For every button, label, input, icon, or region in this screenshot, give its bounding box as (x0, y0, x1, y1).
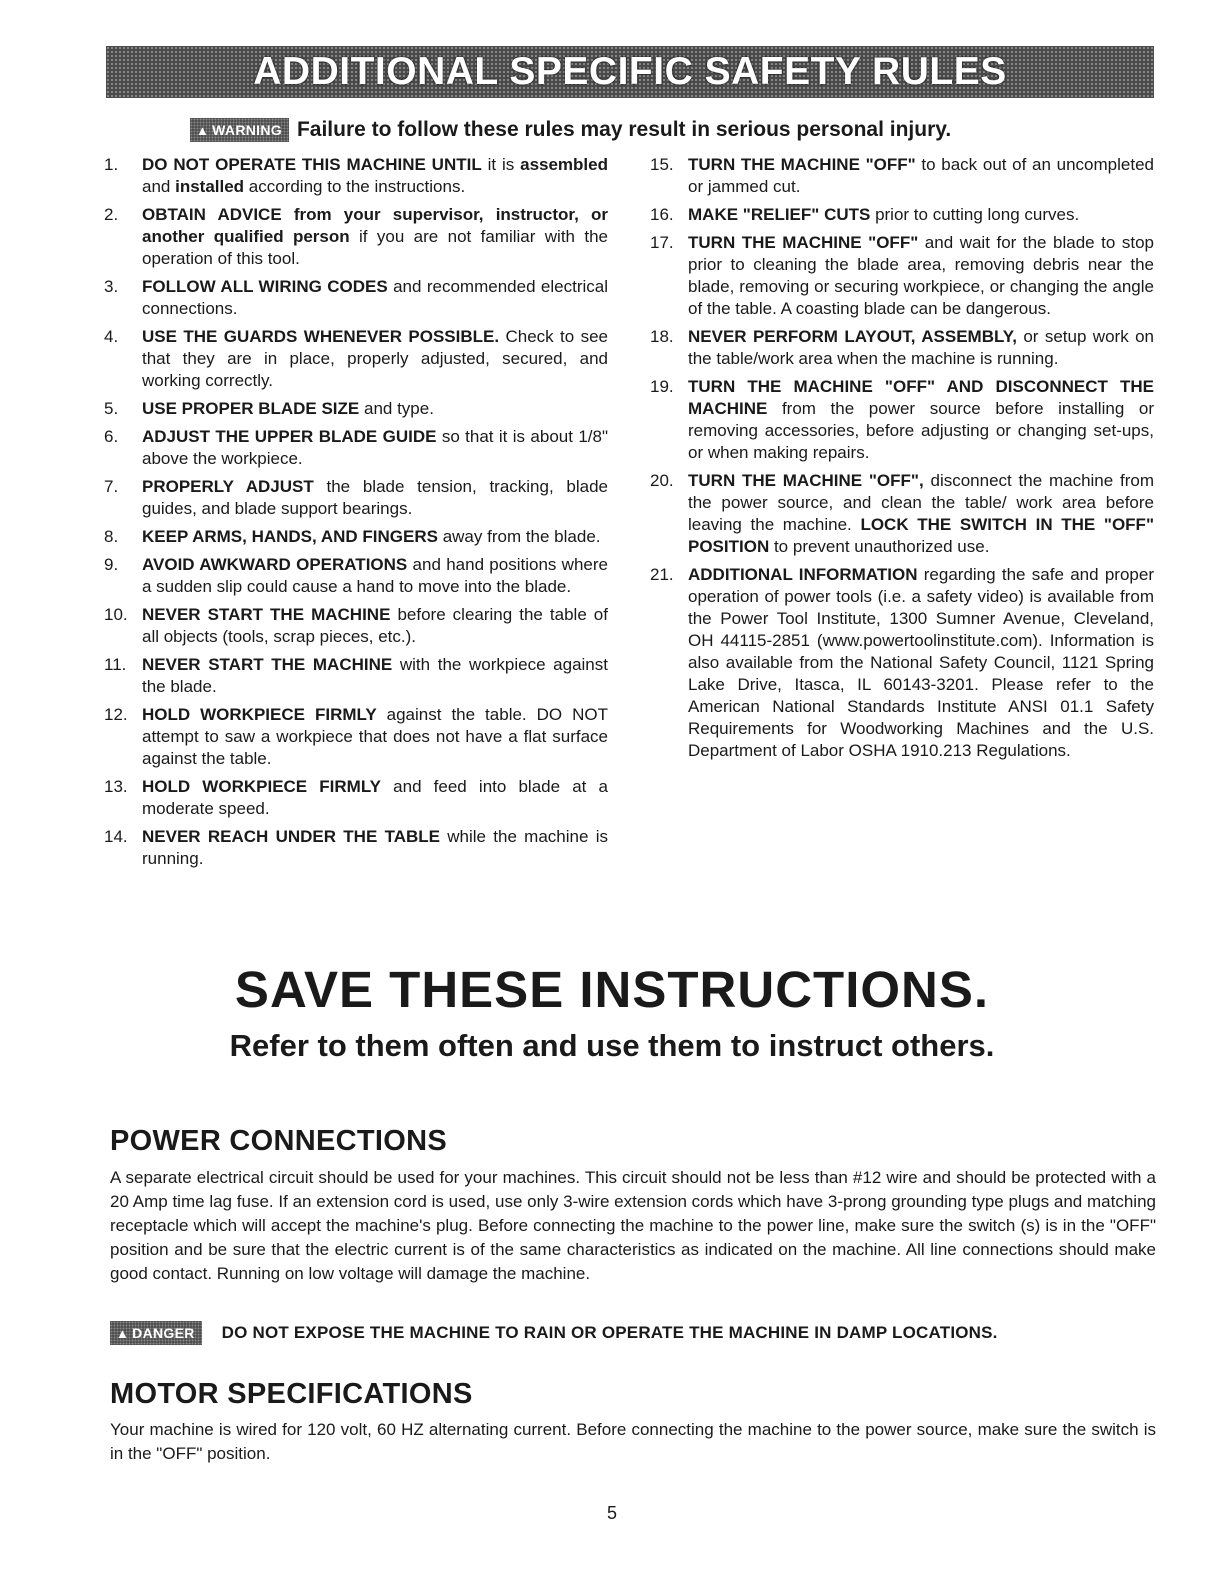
rule-number: 21. (650, 565, 674, 584)
safety-rule (650, 154, 1154, 198)
rule-number: 13. (104, 777, 128, 796)
rule-emphasis: installed (175, 177, 245, 196)
safety-rule (650, 376, 1154, 464)
rule-text-segment: prior to cutting long curves. (870, 205, 1080, 224)
rule-text-segment: and type. (359, 399, 434, 418)
safety-rule (650, 232, 1154, 320)
rule-emphasis: NEVER START THE MACHINE (142, 655, 393, 674)
danger-statement (110, 1320, 1156, 1346)
save-instructions-subtitle: Refer to them often and use them to instruct others. (229, 1028, 995, 1063)
rule-emphasis: KEEP ARMS, HANDS, AND FINGERS (142, 527, 438, 546)
rule-text-segment: or setup work on the table/work area when the machine is running. (688, 327, 1154, 368)
safety-rule (104, 604, 608, 648)
rule-emphasis: DO NOT OPERATE THIS MACHINE UNTIL (142, 155, 482, 174)
rule-emphasis: assembled (520, 155, 608, 174)
rule-emphasis: NEVER PERFORM LAYOUT, ASSEMBLY, (688, 327, 1017, 346)
rule-text (688, 564, 1154, 762)
rule-text (142, 154, 608, 198)
rule-text (688, 232, 1154, 320)
rule-emphasis: ADJUST THE UPPER BLADE GUIDE (142, 427, 437, 446)
rule-number: 15. (650, 155, 674, 174)
safety-rule (650, 564, 1154, 762)
safety-rule (104, 326, 608, 392)
rule-emphasis: TURN THE MACHINE "OFF" AND DISCONNECT THE MACHINE (688, 377, 1154, 418)
warning-badge (190, 118, 289, 142)
safety-rule (104, 826, 608, 870)
safety-rule (650, 326, 1154, 370)
safety-rule (104, 654, 608, 698)
rule-text-segment: before clearing the table of all objects (tools, scrap pieces, etc.). (142, 605, 608, 646)
rule-text (142, 526, 608, 548)
power-connections-body: A separate electrical circuit should be used for your machines. This circuit should not be less than #12 wire and should be protected with a 20 Amp time lag fuse. If an extension cord is used, use only 3-wire extension cords which have 3-prong grounding type plugs and matching receptacle which will accept the machine's plug. Before connecting the machine to the power line, make sure the switch (s) is in the "OFF" position and be sure that the electric current is of the same characteristics as indicated on the machine. All line connections should make good contact. Running on low voltage will damage the machine. (110, 1168, 1156, 1283)
rule-text (142, 326, 608, 392)
rule-text-segment: and feed into blade at a moderate speed. (142, 777, 608, 818)
rule-number: 7. (104, 477, 119, 496)
warning-triangle-icon: ▲ (196, 122, 210, 138)
rule-text (142, 554, 608, 598)
danger-text: DO NOT EXPOSE THE MACHINE TO RAIN OR OPERATE THE MACHINE IN DAMP LOCATIONS. (221, 1323, 998, 1342)
rule-text-segment: while the machine is running. (142, 827, 608, 868)
danger-triangle-icon: ▲ (116, 1325, 130, 1341)
rule-number: 9. (104, 555, 119, 574)
rule-text-segment: and (142, 177, 176, 196)
safety-rule (104, 554, 608, 598)
safety-rule (104, 276, 608, 320)
rule-text-segment: it is (481, 155, 521, 174)
rule-emphasis: TURN THE MACHINE "OFF" (688, 233, 919, 252)
rule-text (688, 204, 1154, 226)
power-connections-heading: POWER CONNECTIONS (110, 1125, 447, 1157)
rule-text-segment: away from the blade. (437, 527, 601, 546)
rule-number: 8. (104, 527, 119, 546)
rule-text-segment: disconnect the machine from the power source, and clean the table/ work area before leaving the machine. (688, 471, 1154, 534)
rule-text (688, 154, 1154, 198)
rule-text-segment: and hand positions where a sudden slip could cause a hand to move into the blade. (142, 555, 608, 596)
safety-rule (104, 476, 608, 520)
safety-rules-left-column (104, 154, 608, 876)
section-banner (106, 46, 1154, 98)
save-instructions-title: SAVE THESE INSTRUCTIONS. (234, 961, 990, 1018)
rule-number: 1. (104, 155, 119, 174)
rule-number: 14. (104, 827, 128, 846)
rule-emphasis: ADDITIONAL INFORMATION (688, 565, 918, 584)
rule-emphasis: NEVER REACH UNDER THE TABLE (142, 827, 440, 846)
safety-rule (650, 470, 1154, 558)
rule-number: 4. (104, 327, 119, 346)
safety-rule (104, 526, 608, 548)
rule-number: 10. (104, 605, 128, 624)
rule-text (142, 276, 608, 320)
rule-text-segment: and wait for the blade to stop prior to cleaning the blade area, removing debris near the blade, removing or securing workpiece, or changing the angle of the table. A coasting blade can be dangerous. (688, 233, 1154, 318)
safety-rule (104, 426, 608, 470)
rule-emphasis: OBTAIN ADVICE from your supervisor, instructor, or another qualified person (142, 205, 608, 246)
rule-text-segment: if you are not familiar with the operation of this tool. (142, 227, 608, 268)
warning-badge-label: WARNING (212, 122, 282, 138)
rule-emphasis: NEVER START THE MACHINE (142, 605, 391, 624)
rule-text-segment: to back out of an uncompleted or jammed cut. (688, 155, 1154, 196)
danger-badge (110, 1321, 202, 1345)
rule-text (688, 470, 1154, 558)
safety-rule (104, 154, 608, 198)
rule-text-segment: Check to see that they are in place, properly adjusted, secured, and working correctly. (142, 327, 608, 390)
rule-text (142, 476, 608, 520)
rule-emphasis: LOCK THE SWITCH IN THE "OFF" POSITION (688, 515, 1155, 556)
banner-title: ADDITIONAL SPECIFIC SAFETY RULES (253, 50, 1007, 93)
rule-text-segment: to prevent unauthorized use. (769, 537, 990, 556)
rule-text (142, 204, 608, 270)
rule-text (142, 398, 608, 420)
motor-specifications-heading: MOTOR SPECIFICATIONS (110, 1378, 473, 1410)
rule-number: 11. (104, 655, 127, 674)
rule-text-segment: so that it is about 1/8" above the workpiece. (142, 427, 608, 468)
rule-emphasis: PROPERLY ADJUST (142, 477, 314, 496)
rule-emphasis: MAKE "RELIEF" CUTS (688, 205, 871, 224)
rule-text (142, 826, 608, 870)
rule-text-segment: with the workpiece against the blade. (142, 655, 608, 696)
rule-number: 17. (650, 233, 674, 252)
rule-emphasis: HOLD WORKPIECE FIRMLY (142, 705, 377, 724)
safety-rules-right-column (650, 154, 1154, 768)
rule-number: 5. (104, 399, 119, 418)
rule-text-segment: from the power source before installing or removing accessories, before adjusting or changing set-ups, or when making repairs. (688, 399, 1154, 462)
rule-emphasis: USE THE GUARDS WHENEVER POSSIBLE. (142, 327, 500, 346)
warning-statement (190, 116, 1090, 144)
safety-rule (650, 204, 1154, 226)
rule-number: 19. (650, 377, 674, 396)
motor-specifications-body: Your machine is wired for 120 volt, 60 HZ alternating current. Before connecting the machine to the power source, make sure the switch is in the "OFF" position. (110, 1420, 1156, 1463)
rule-text (142, 776, 608, 820)
rule-text (142, 604, 608, 648)
rule-text (142, 704, 608, 770)
rule-emphasis: AVOID AWKWARD OPERATIONS (142, 555, 408, 574)
safety-rule (104, 704, 608, 770)
rule-text (142, 426, 608, 470)
rule-emphasis: TURN THE MACHINE "OFF", (688, 471, 924, 490)
rule-text-segment: and recommended electrical connections. (142, 277, 608, 318)
safety-rule (104, 204, 608, 270)
danger-badge-label: DANGER (132, 1325, 195, 1341)
rule-number: 18. (650, 327, 674, 346)
rule-text (688, 326, 1154, 370)
rule-text (688, 376, 1154, 464)
rule-number: 2. (104, 205, 119, 224)
rule-number: 3. (104, 277, 119, 296)
rule-number: 16. (650, 205, 674, 224)
rule-text-segment: according to the instructions. (244, 177, 466, 196)
rule-text-segment: against the table. DO NOT attempt to saw a workpiece that does not have a flat surface against the table. (142, 705, 608, 768)
warning-text: Failure to follow these rules may result in serious personal injury. (296, 118, 952, 141)
rule-number: 6. (104, 427, 119, 446)
rule-text-segment: regarding the safe and proper operation of power tools (i.e. a safety video) is available from the Power Tool Institute, 1300 Sumner Avenue, Cleveland, OH 44115-2851 (www.powertoolinstitute.com). Information is also available from the National Safety Council, 1121 Spring Lake Drive, Itasca, IL 60143-3201. Please refer to the American National Standards Institute ANSI 01.1 Safety Requirements for Woodworking Machines and the U.S. Department of Labor OSHA 1910.213 Regulations. (688, 565, 1154, 760)
rule-text-segment: the blade tension, tracking, blade guides, and blade support bearings. (142, 477, 609, 518)
rule-emphasis: FOLLOW ALL WIRING CODES (142, 277, 388, 296)
page-number: 5 (606, 1503, 617, 1523)
rule-emphasis: USE PROPER BLADE SIZE (142, 399, 360, 418)
rule-emphasis: HOLD WORKPIECE FIRMLY (142, 777, 382, 796)
rule-text (142, 654, 608, 698)
rule-emphasis: TURN THE MACHINE "OFF" (688, 155, 916, 174)
safety-rule (104, 776, 608, 820)
safety-rule (104, 398, 608, 420)
rule-number: 12. (104, 705, 128, 724)
rule-number: 20. (650, 471, 674, 490)
